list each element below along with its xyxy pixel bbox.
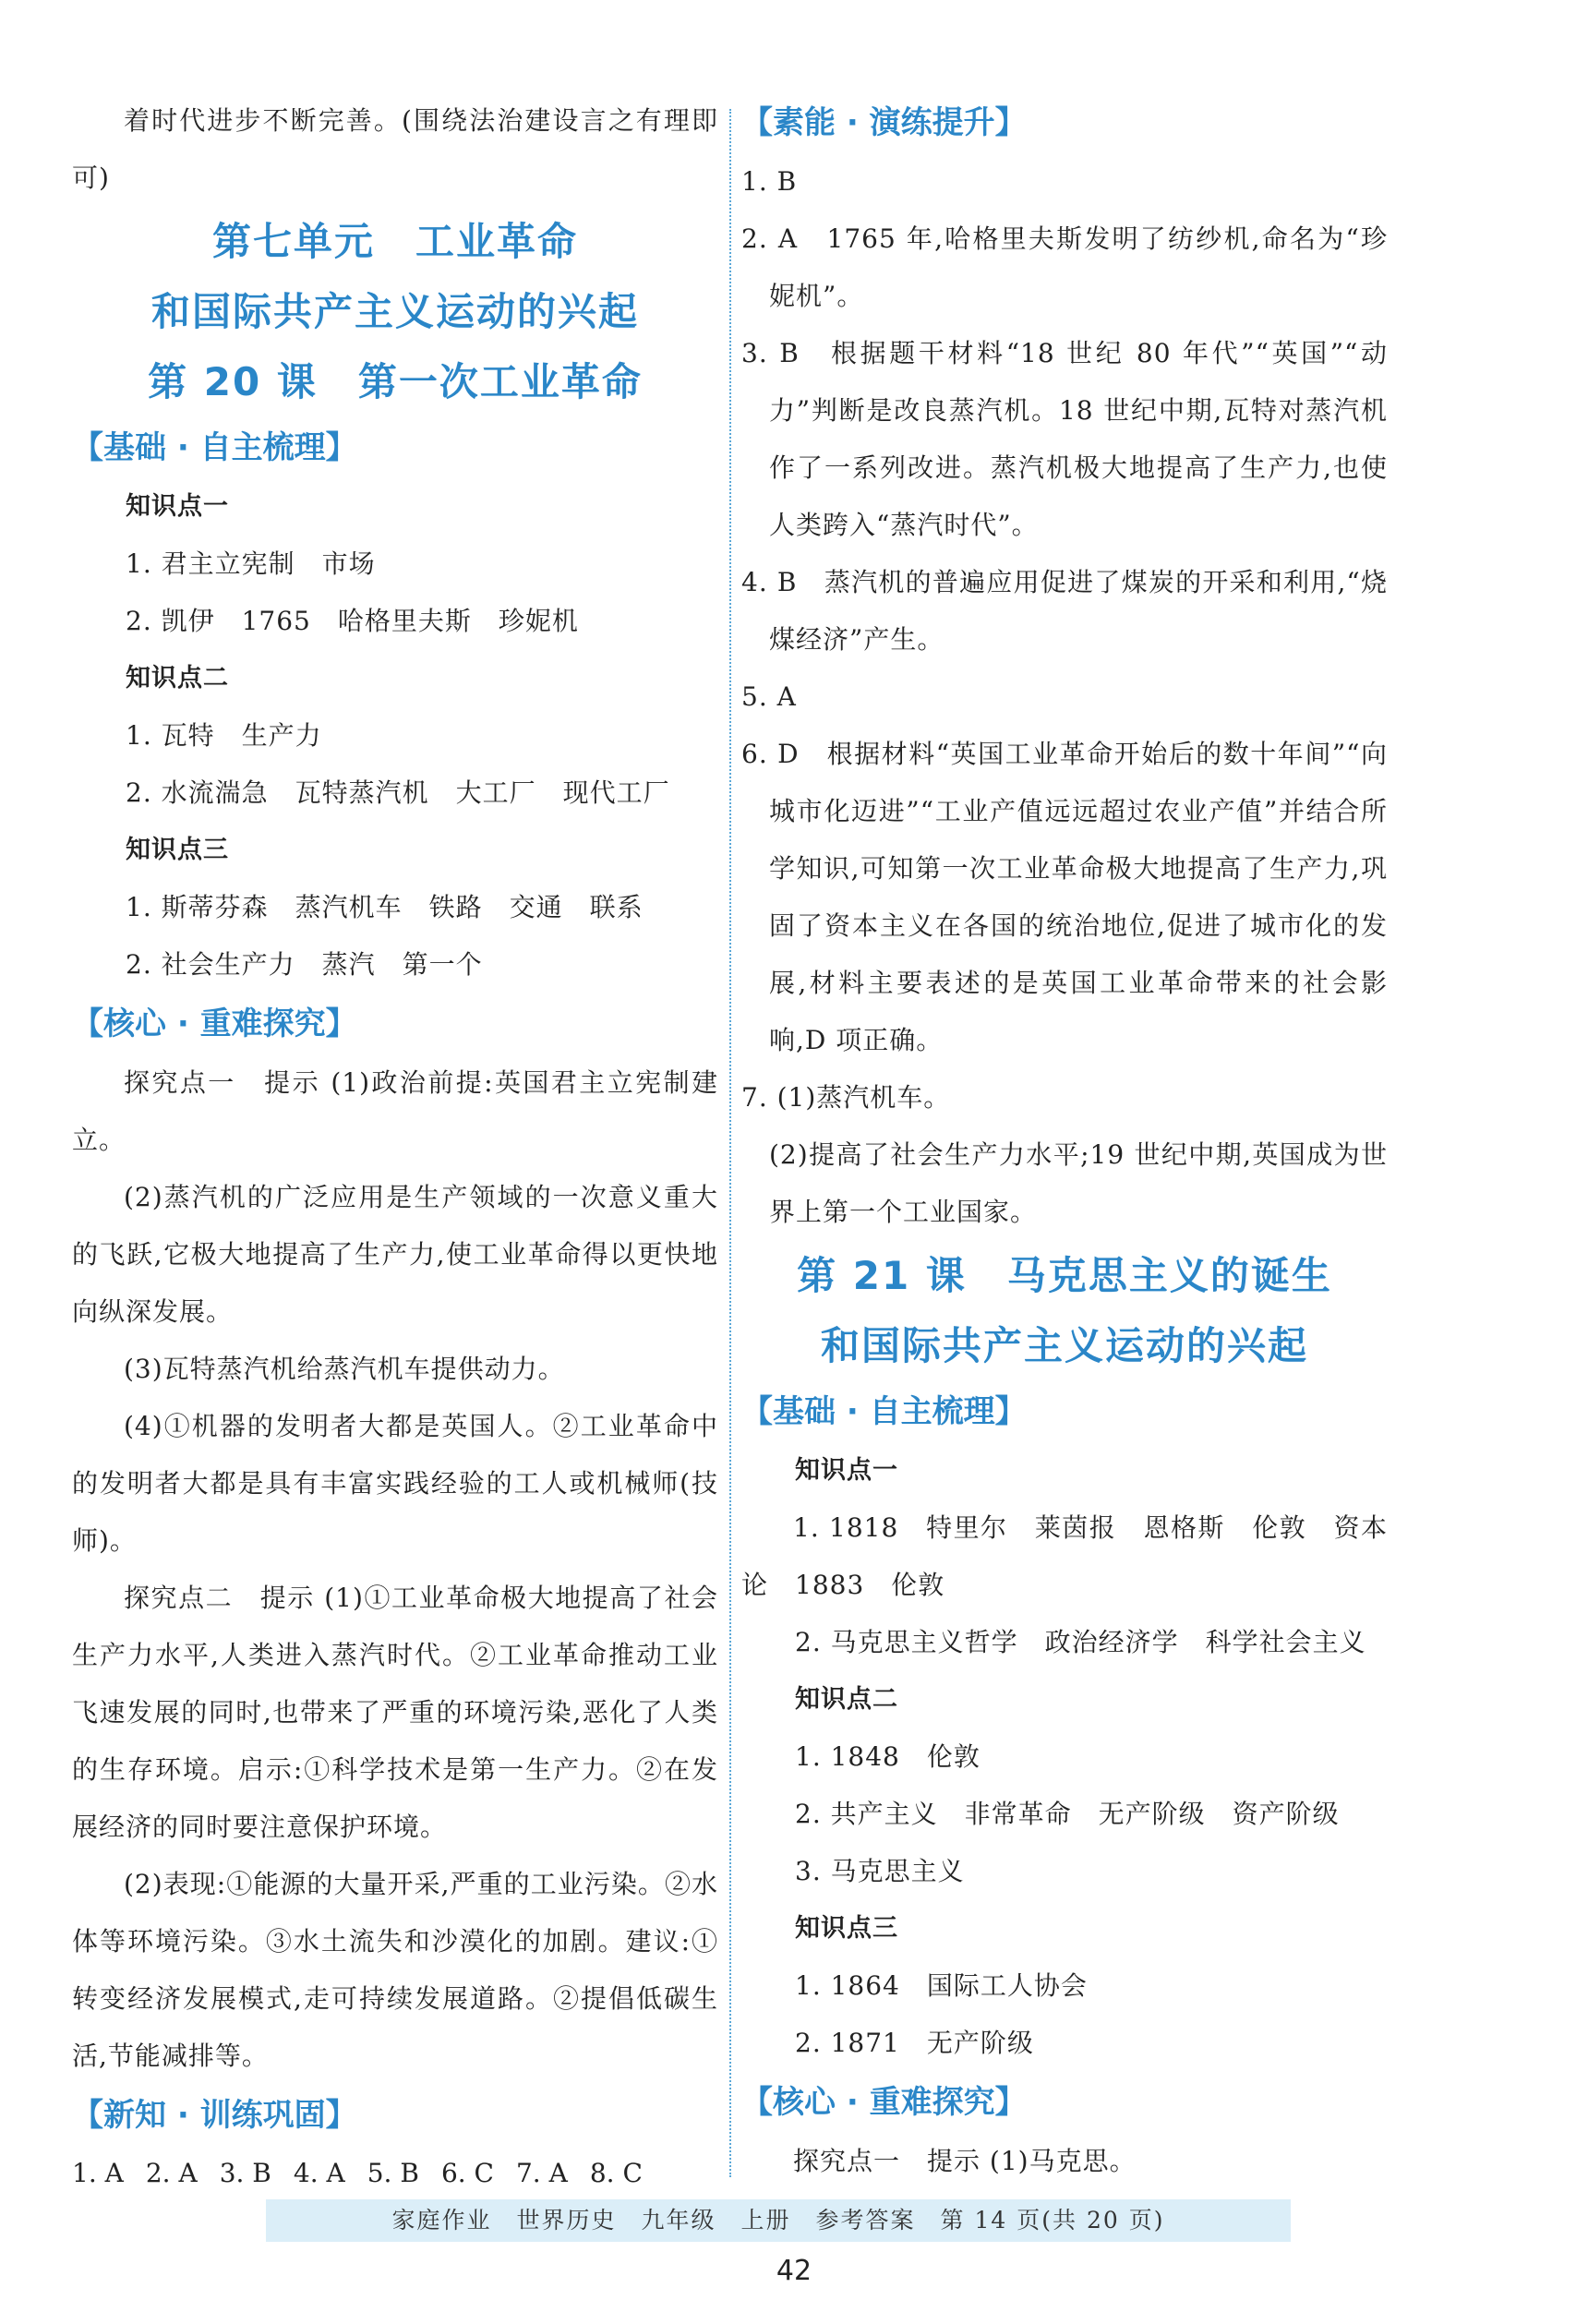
left-k1: 知识点一 <box>126 492 229 521</box>
right-r3: 3. B 根据题干材料“18 世纪 80 年代”“英国”“动力”判断是改良蒸汽机。18 世纪中期,瓦特对蒸汽机作了一系列改进。蒸汽机极大地提高了生产力,也使人类跨入“蒸汽时代”。 <box>741 338 1388 540</box>
page-number: 42 <box>776 2255 812 2287</box>
right-rk2: 知识点二 <box>795 1685 898 1714</box>
left-t6: (2)表现:①能源的大量开采,严重的工业污染。②水体等环境污染。③水土流失和沙漠化的加剧。建议:①转变经济发展模式,走可持续发展道路。②提倡低碳生活,节能减排等。 <box>72 1869 718 2071</box>
left-unit: 第七单元 工业革命 <box>211 219 578 264</box>
left-lesson20: 第 20 课 第一次工业革命 <box>148 359 643 404</box>
left-t5: 探究点二 提示 (1)①工业革命极大地提高了社会生产力水平,人类进入蒸汽时代。②工业革命推动工业飞速发展的同时,也带来了严重的环境污染,恶化了人类的生存环境。启示:①科学技术是第一生产力。②在发展经济的同时要注意保护环境。 <box>72 1583 718 1842</box>
right-rt1: 探究点一 提示 (1)马克思。 <box>793 2146 1137 2176</box>
left-k2a: 1. 瓦特 生产力 <box>126 720 322 751</box>
left-k3a: 1. 斯蒂芬森 蒸汽机车 铁路 交通 联系 <box>126 892 644 922</box>
left-k3: 知识点三 <box>126 836 229 864</box>
left-s2: 【核心 · 重难探究】 <box>72 1005 357 1042</box>
right-rk1a: 1. 1818 特里尔 莱茵报 恩格斯 伦敦 资本论 1883 伦敦 <box>741 1512 1388 1600</box>
left-s1: 【基础 · 自主梳理】 <box>72 429 357 466</box>
answer-item: 6. C <box>440 2158 494 2188</box>
left-t1: 探究点一 提示 (1)政治前提:英国君主立宪制建立。 <box>72 1067 718 1155</box>
right-rk2c: 3. 马克思主义 <box>795 1856 965 1886</box>
left-t4: (4)①机器的发明者大都是英国人。②工业革命中的发明者大都是具有丰富实践经验的工人或机械师(技师)。 <box>72 1411 718 1556</box>
right-column <box>741 92 1388 2190</box>
left-t2: (2)蒸汽机的广泛应用是生产领域的一次意义重大的飞跃,它极大地提高了生产力,使工业革命得以更快地向纵深发展。 <box>72 1182 718 1327</box>
answer-item: 1. A <box>72 2158 124 2188</box>
left-s3: 【新知 · 训练巩固】 <box>72 2097 357 2134</box>
answer-item: 5. B <box>367 2158 419 2188</box>
left-t3: (3)瓦特蒸汽机给蒸汽机车提供动力。 <box>124 1354 565 1384</box>
page-footer: 家庭作业 世界历史 九年级 上册 参考答案 第 14 页(共 20 页) <box>266 2199 1291 2242</box>
right-rs1: 【基础 · 自主梳理】 <box>741 1393 1027 1430</box>
left-k2: 知识点二 <box>126 664 229 692</box>
right-rk1: 知识点一 <box>795 1456 898 1485</box>
right-r5: 5. A <box>741 681 797 712</box>
right-r8: (2)提高了社会生产力水平;19 世纪中期,英国成为世界上第一个工业国家。 <box>769 1139 1388 1227</box>
answer-item: 3. B <box>219 2158 271 2188</box>
answer-item: 2. A <box>145 2158 198 2188</box>
left-column <box>72 92 718 2201</box>
right-rk3: 知识点三 <box>795 1914 898 1943</box>
left-k2b: 2. 水流湍急 瓦特蒸汽机 大工厂 现代工厂 <box>126 777 670 808</box>
answer-item: 8. C <box>589 2158 643 2188</box>
right-rk3a: 1. 1864 国际工人协会 <box>795 1970 1088 2001</box>
answer-item: 4. A <box>293 2158 345 2188</box>
right-lesson21: 第 21 课 马克思主义的诞生 <box>797 1253 1332 1298</box>
right-lesson21b: 和国际共产主义运动的兴起 <box>820 1323 1308 1368</box>
right-r2: 2. A 1765 年,哈格里夫斯发明了纺纱机,命名为“珍妮机”。 <box>741 223 1388 311</box>
left-k1a: 1. 君主立宪制 市场 <box>126 548 376 579</box>
answer-item: 7. A <box>515 2158 568 2188</box>
answer-row <box>72 2146 718 2201</box>
left-k1b: 2. 凯伊 1765 哈格里夫斯 珍妮机 <box>126 606 579 636</box>
right-rk1b: 2. 马克思主义哲学 政治经济学 科学社会主义 <box>795 1627 1366 1657</box>
left-l1: 着时代进步不断完善。(围绕法治建设言之有理即可) <box>72 105 718 193</box>
right-rk3b: 2. 1871 无产阶级 <box>795 2028 1034 2058</box>
right-r7: 7. (1)蒸汽机车。 <box>741 1082 951 1113</box>
right-r6: 6. D 根据材料“英国工业革命开始后的数十年间”“向城市化迈进”“工业产值远远超过农业产值”并结合所学知识,可知第一次工业革命极大地提高了生产力,巩固了资本主义在各国的统治地位,促进了城市化的发展,材料主要表述的是英国工业革命带来的社会影响,D 项正确。 <box>741 739 1388 1055</box>
left-k3b: 2. 社会生产力 蒸汽 第一个 <box>126 949 483 980</box>
right-r1: 1. B <box>741 166 798 197</box>
right-rs2: 【核心 · 重难探究】 <box>741 2084 1027 2121</box>
right-rk2b: 2. 共产主义 非常革命 无产阶级 资产阶级 <box>795 1799 1340 1829</box>
right-r4: 4. B 蒸汽机的普遍应用促进了煤炭的开采和利用,“烧煤经济”产生。 <box>741 567 1388 655</box>
left-unit2: 和国际共产主义运动的兴起 <box>150 289 639 334</box>
right-r0: 【素能 · 演练提升】 <box>741 104 1027 141</box>
column-divider <box>729 109 731 2177</box>
right-rk2a: 1. 1848 伦敦 <box>795 1741 980 1772</box>
